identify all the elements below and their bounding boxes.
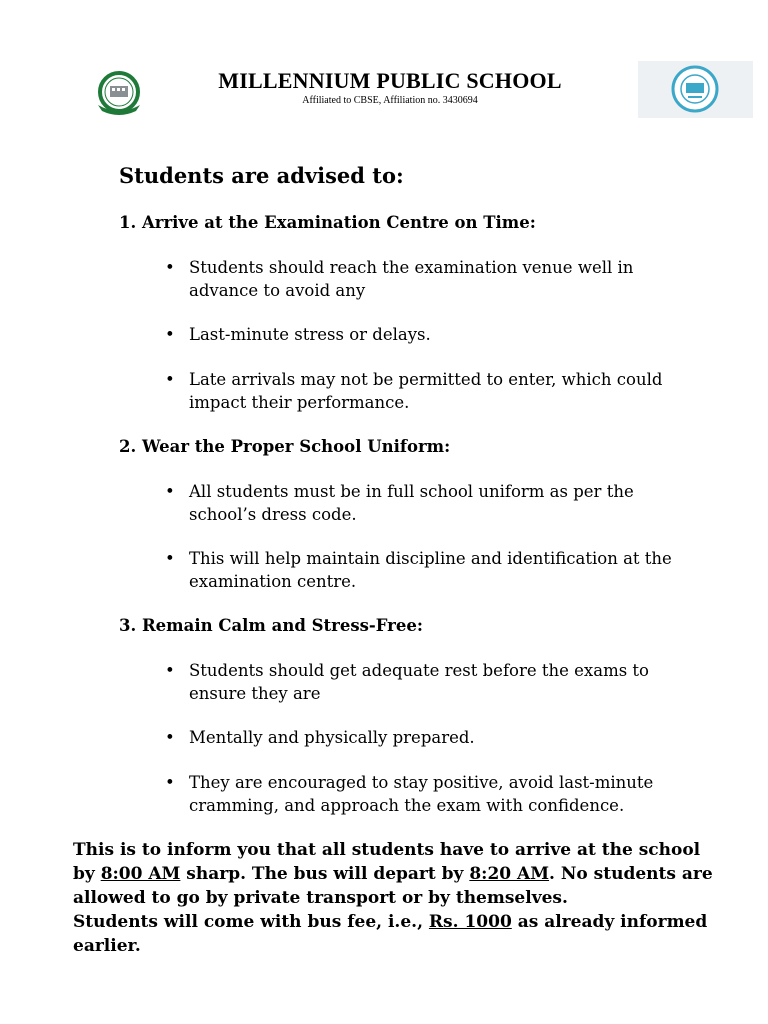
list-item: • Students should reach the examination venue well in advance to avoid any [165, 258, 634, 300]
bullet-icon: • [165, 549, 175, 568]
school-logo [96, 71, 142, 115]
bus-fee: Rs. 1000 [428, 912, 512, 932]
bullet-icon: • [165, 370, 175, 389]
depart-time: 8:20 AM [469, 864, 550, 884]
bullet-icon: • [165, 728, 175, 747]
bullet-icon: • [165, 482, 175, 501]
bullet-icon: • [165, 258, 175, 277]
affiliation-line: Affiliated to CBSE, Affiliation no. 3430694 [302, 95, 478, 106]
list-item: • This will help maintain discipline and identification at the examination centre. [165, 549, 672, 591]
cbse-logo [638, 61, 753, 118]
list-item: • They are encouraged to stay positive, avoid last-minute cramming, and approach the exam with confidence. [165, 773, 654, 815]
arrival-time: 8:00 AM [100, 864, 181, 884]
bullet-icon: • [165, 661, 175, 680]
school-name: MILLENNIUM PUBLIC SCHOOL [218, 68, 562, 93]
header [140, 68, 640, 107]
list-item: • Last-minute stress or delays. [165, 324, 705, 347]
section-title-3: 3. Remain Calm and Stress-Free: [119, 616, 423, 635]
intro-heading: Students are advised to: [119, 163, 404, 188]
bullet-icon: • [165, 773, 175, 792]
list-item: • All students must be in full school uniform as per the school’s dress code. [165, 482, 634, 524]
section-title-2: 2. Wear the Proper School Uniform: [119, 437, 451, 456]
section-title-1: 1. Arrive at the Examination Centre on Time: [119, 213, 536, 232]
list-item: • Late arrivals may not be permitted to enter, which could impact their performance. [165, 370, 663, 412]
notice-paragraph: This is to inform you that all students have to arrive at the school by 8:00 AM sharp. The bus will depart by 8:20 AM. No students are allowed to go by private transport or by themselves. Students will come with bus fee, i.e., Rs. 1000 as already informed earlier. [73, 840, 713, 956]
bullet-icon: • [165, 325, 175, 344]
list-item: • Mentally and physically prepared. [165, 727, 705, 750]
list-item: • Students should get adequate rest before the exams to ensure they are [165, 661, 649, 703]
